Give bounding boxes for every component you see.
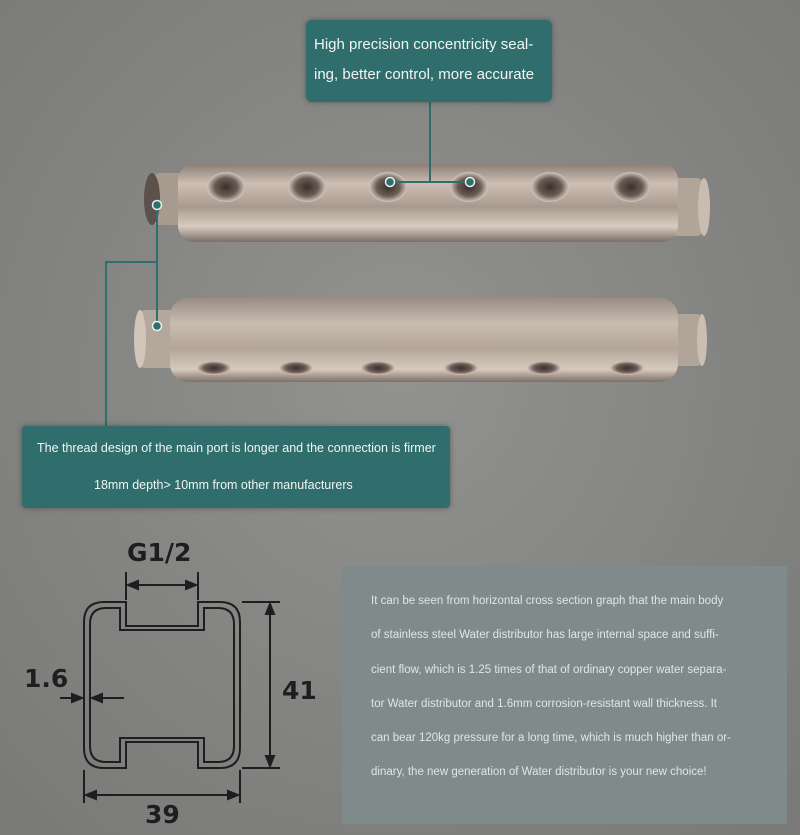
description-line: tor Water distributor and 1.6mm corrosion-resistant wall thickness. It — [371, 697, 717, 710]
wall-thickness-label: 1.6 — [24, 664, 69, 693]
precision-callout-line-2: ing, better control, more accurate — [314, 66, 535, 83]
description-line: It can be seen from horizontal cross section graph that the main body — [371, 595, 724, 607]
description-line: dinary, the new generation of Water distributor is your new choice! — [371, 766, 707, 779]
thread-design-callout-line-1: The thread design of the main port is longer and the connection is firmer — [37, 441, 436, 455]
distributor-pipe-bottom — [134, 298, 707, 382]
precision-callout-line-1: High precision concentricity seal- — [314, 36, 534, 53]
thread-size-label: G1/2 — [127, 538, 192, 567]
thread-design-callout-line-2: 18mm depth> 10mm from other manufacturers — [94, 478, 353, 492]
thread-design-callout — [22, 426, 450, 508]
description-line: cient flow, which is 1.25 times of that of ordinary copper water separa- — [371, 663, 727, 676]
description-line: can bear 120kg pressure for a long time, which is much higher than or- — [371, 732, 731, 745]
description-panel — [342, 566, 787, 824]
precision-callout — [306, 20, 552, 102]
height-dimension-label: 41 — [282, 676, 317, 705]
description-line: of stainless steel Water distributor has large internal space and suffi- — [371, 629, 719, 642]
width-dimension-label: 39 — [145, 800, 180, 829]
distributor-pipe-top — [144, 164, 710, 242]
